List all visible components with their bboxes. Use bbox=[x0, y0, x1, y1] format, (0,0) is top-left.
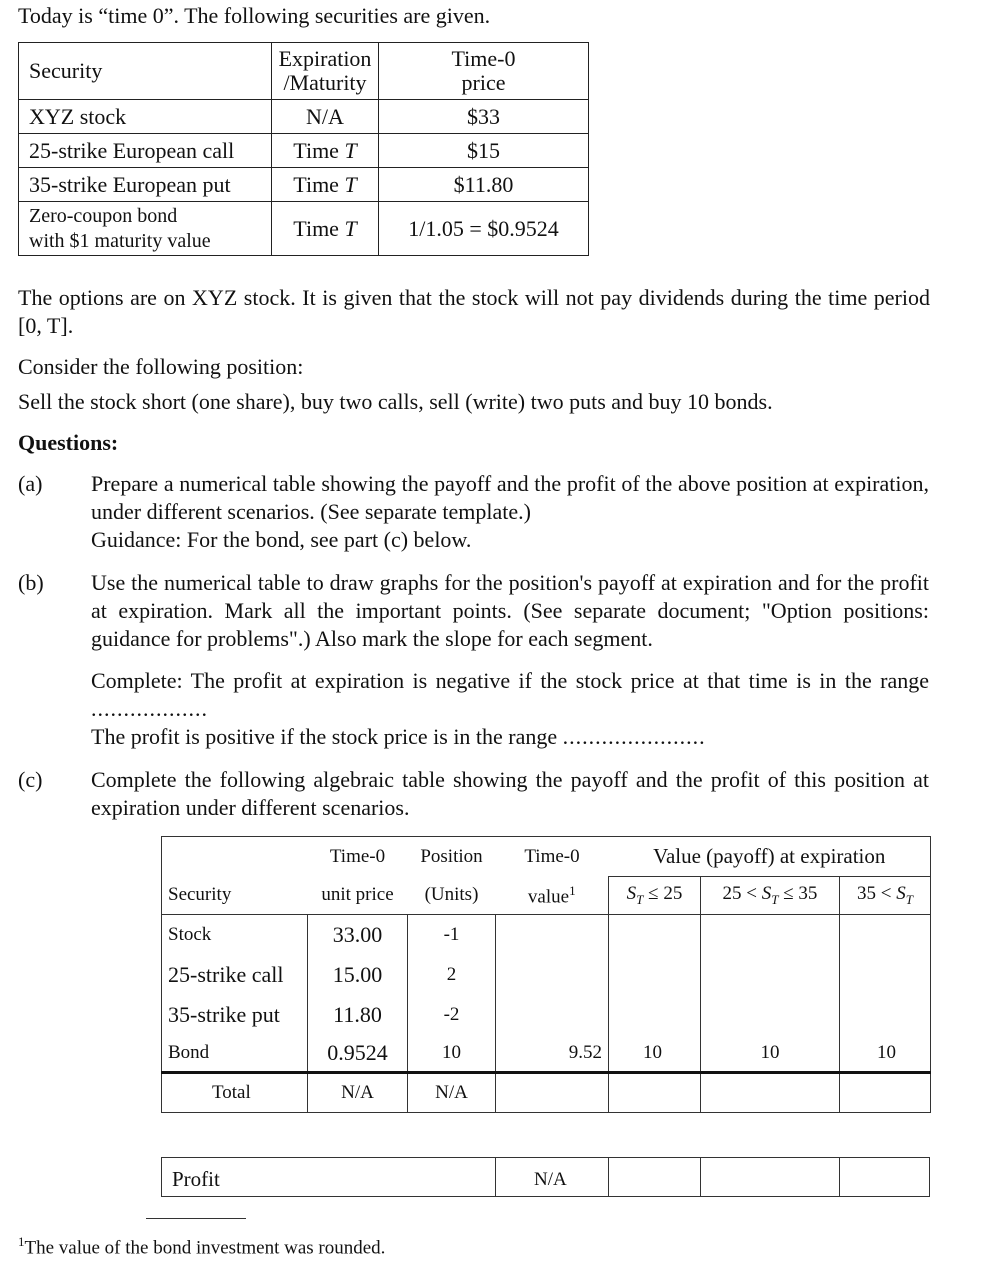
header-value-1: Time-0 bbox=[496, 837, 609, 877]
row-security: 35-strike put bbox=[162, 995, 308, 1035]
cell-expiration bbox=[272, 134, 379, 168]
question-b-text: Use the numerical table to draw graphs for the position's payoff at expiration and for the profit at expiration. Mark all the important points. (See separate document; "Option positions: guidance for problems".) Also mark the slope for each segment. bbox=[91, 570, 929, 651]
time-word: Time bbox=[293, 171, 345, 197]
header-value-2 bbox=[496, 877, 609, 915]
total-value bbox=[496, 1073, 609, 1113]
cell-expiration: N/A bbox=[272, 100, 379, 134]
question-b-label: (b) bbox=[18, 570, 44, 595]
complete-positive bbox=[91, 723, 929, 751]
header-security: Security bbox=[19, 43, 272, 100]
row-scenario-3 bbox=[840, 915, 931, 955]
table-header-row bbox=[162, 877, 931, 915]
profit-divider bbox=[495, 1158, 496, 1196]
cell-expiration bbox=[272, 202, 379, 256]
header-scenario-3: $35 < S_T$ bbox=[840, 877, 931, 915]
row-value: 9.52 bbox=[496, 1035, 609, 1073]
total-scenario-2 bbox=[701, 1073, 840, 1113]
row-units: -2 bbox=[408, 995, 496, 1035]
row-scenario-1 bbox=[609, 915, 701, 955]
row-scenario-2 bbox=[701, 995, 840, 1035]
table-row bbox=[19, 134, 589, 168]
time-word: Time bbox=[293, 137, 345, 163]
row-scenario-1 bbox=[609, 955, 701, 995]
profit-divider bbox=[700, 1158, 701, 1196]
table-row bbox=[19, 202, 589, 256]
questions-heading: Questions: bbox=[18, 430, 119, 455]
table-row bbox=[162, 955, 931, 995]
row-value bbox=[496, 955, 609, 995]
question-b-complete bbox=[91, 667, 929, 751]
total-label: Total bbox=[162, 1073, 308, 1113]
total-row bbox=[162, 1073, 931, 1113]
algebraic-table bbox=[161, 836, 931, 1113]
cell-security: 35-strike European put bbox=[19, 168, 272, 202]
question-c-label: (c) bbox=[18, 767, 43, 792]
position-text: Sell the stock short (one share), buy two calls, sell (write) two puts and buy 10 bonds. bbox=[18, 389, 773, 414]
cell-price: 1/1.05 = $0.9524 bbox=[379, 202, 589, 256]
profit-row bbox=[161, 1157, 930, 1197]
header-blank bbox=[162, 837, 308, 877]
question-a-text: Prepare a numerical table showing the payoff and the profit of the above position at expiration, under different scenarios. (See separate template.) bbox=[91, 471, 929, 524]
row-security: 25-strike call bbox=[162, 955, 308, 995]
header-price-line1: Time-0 bbox=[451, 46, 516, 71]
header-price-line2: price bbox=[461, 70, 506, 95]
header-security: Security bbox=[162, 877, 308, 915]
row-scenario-1 bbox=[609, 995, 701, 1035]
cell-security: 25-strike European call bbox=[19, 134, 272, 168]
footnote-number: 1 bbox=[18, 1234, 25, 1249]
time-var: T bbox=[344, 171, 357, 197]
bond-line2: with $1 maturity value bbox=[29, 229, 211, 252]
header-payoff: Value (payoff) at expiration bbox=[609, 837, 931, 877]
options-note: The options are on XYZ stock. It is given that the stock will not pay dividends during the time period [0, T]. bbox=[18, 285, 930, 338]
footnote-marker: 1 bbox=[569, 882, 576, 898]
time-var: T bbox=[344, 215, 357, 241]
table-row bbox=[19, 100, 589, 134]
table-row bbox=[162, 915, 931, 955]
row-price: 0.9524 bbox=[308, 1035, 408, 1073]
row-price: 15.00 bbox=[308, 955, 408, 995]
row-scenario-1: 10 bbox=[609, 1035, 701, 1073]
footnote bbox=[18, 1234, 385, 1259]
row-scenario-3: 10 bbox=[840, 1035, 931, 1073]
row-units: -1 bbox=[408, 915, 496, 955]
positive-range-blank: ...................... bbox=[562, 724, 706, 749]
profit-label: Profit bbox=[172, 1167, 220, 1191]
row-price: 11.80 bbox=[308, 995, 408, 1035]
question-a-guidance: Guidance: For the bond, see part (c) below. bbox=[91, 527, 472, 552]
cell-price: $33 bbox=[379, 100, 589, 134]
cell-price: $15 bbox=[379, 134, 589, 168]
total-scenario-1 bbox=[609, 1073, 701, 1113]
header-expiration bbox=[272, 43, 379, 100]
time-word: Time bbox=[293, 215, 345, 241]
header-scenario-2: $25 < S_T \le 35$ bbox=[701, 877, 840, 915]
table-header-row bbox=[162, 837, 931, 877]
consider-text: Consider the following position: bbox=[18, 354, 304, 379]
profit-value: N/A bbox=[534, 1169, 567, 1190]
table-row bbox=[19, 168, 589, 202]
row-scenario-2 bbox=[701, 915, 840, 955]
header-unit-price-2: unit price bbox=[308, 877, 408, 915]
time-var: T bbox=[344, 137, 357, 163]
row-units: 10 bbox=[408, 1035, 496, 1073]
header-expiration-line2: /Maturity bbox=[283, 70, 367, 95]
profit-divider bbox=[839, 1158, 840, 1196]
row-scenario-3 bbox=[840, 955, 931, 995]
row-security: Stock bbox=[162, 915, 308, 955]
header-unit-price-1: Time-0 bbox=[308, 837, 408, 877]
intro-text: Today is “time 0”. The following securities are given. bbox=[18, 3, 491, 28]
header-position-1: Position bbox=[408, 837, 496, 877]
row-price: 33.00 bbox=[308, 915, 408, 955]
complete-negative bbox=[91, 667, 929, 723]
row-value bbox=[496, 915, 609, 955]
cell-expiration bbox=[272, 168, 379, 202]
row-scenario-3 bbox=[840, 995, 931, 1035]
cell-security bbox=[19, 202, 272, 256]
total-units: N/A bbox=[408, 1073, 496, 1113]
row-scenario-2 bbox=[701, 955, 840, 995]
question-c-text: Complete the following algebraic table showing the payoff and the profit of this position at expiration under different scenarios. bbox=[91, 767, 929, 820]
table-header-row bbox=[19, 43, 589, 100]
row-units: 2 bbox=[408, 955, 496, 995]
table-row bbox=[162, 995, 931, 1035]
profit-divider bbox=[608, 1158, 609, 1196]
securities-table bbox=[18, 42, 589, 256]
total-price: N/A bbox=[308, 1073, 408, 1113]
question-a-label: (a) bbox=[18, 471, 43, 496]
bond-line1: Zero-coupon bond bbox=[29, 204, 178, 227]
header-position-2: (Units) bbox=[408, 877, 496, 915]
header-value-2-text: value bbox=[527, 885, 570, 907]
footnote-text: The value of the bond investment was rounded. bbox=[24, 1237, 386, 1259]
question-b bbox=[91, 569, 929, 653]
header-expiration-line1: Expiration bbox=[278, 46, 372, 71]
complete-positive-text: The profit is positive if the stock price is in the range bbox=[91, 724, 558, 749]
total-scenario-3 bbox=[840, 1073, 931, 1113]
negative-range-blank: .................. bbox=[91, 696, 208, 721]
header-scenario-1: $S_T \le 25$ bbox=[609, 877, 701, 915]
row-scenario-2: 10 bbox=[701, 1035, 840, 1073]
table-row bbox=[162, 1035, 931, 1073]
row-security: Bond bbox=[162, 1035, 308, 1073]
complete-negative-text: Complete: The profit at expiration is negative if the stock price at that time is in the range bbox=[91, 668, 929, 693]
question-a bbox=[91, 470, 929, 554]
header-price bbox=[379, 43, 589, 100]
footnote-rule bbox=[146, 1218, 246, 1219]
cell-price: $11.80 bbox=[379, 168, 589, 202]
row-value bbox=[496, 995, 609, 1035]
cell-security: XYZ stock bbox=[19, 100, 272, 134]
